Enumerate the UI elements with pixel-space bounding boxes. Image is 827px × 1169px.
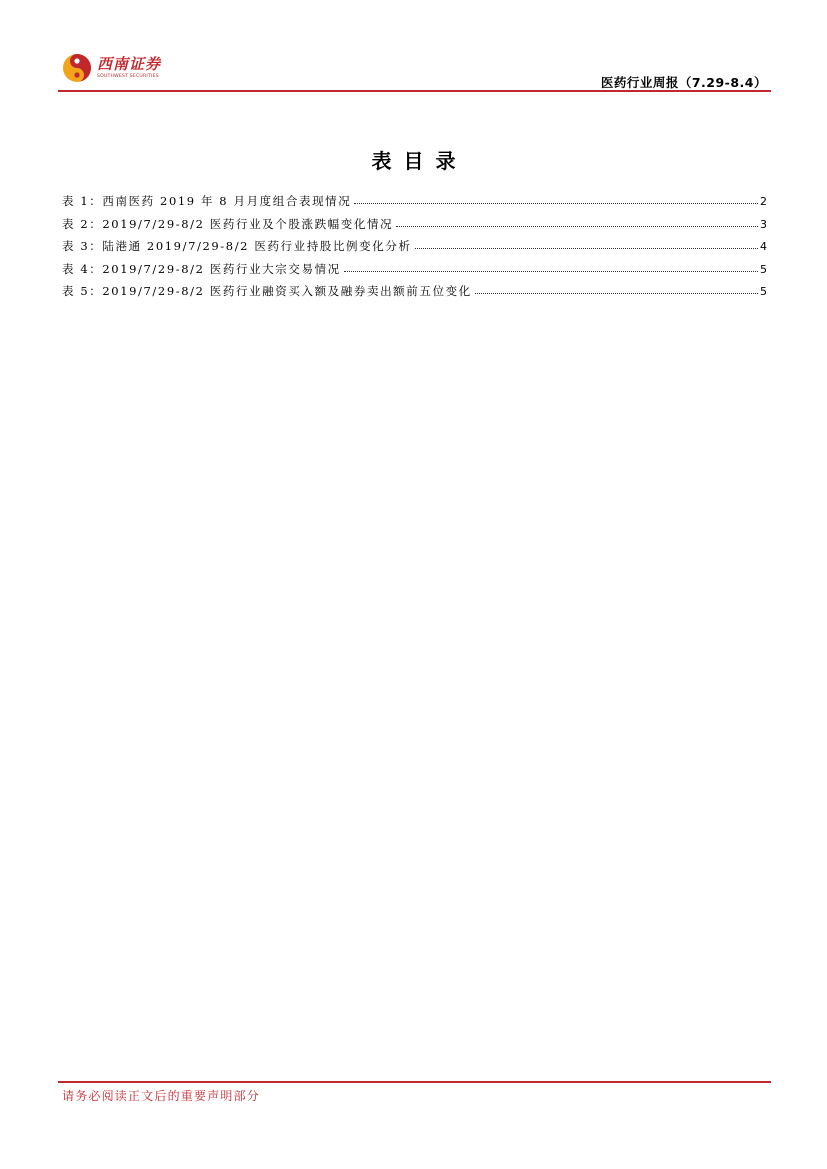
toc-entry-4[interactable] [62, 261, 767, 284]
toc-entry-page: 5 [760, 285, 767, 298]
toc-entry-page: 3 [760, 217, 767, 231]
toc-entry-5[interactable] [62, 283, 767, 306]
logo-chinese-name: 西南证券 [97, 54, 162, 73]
toc-dot-leader [415, 238, 758, 249]
toc-dot-leader [344, 261, 758, 272]
toc-entry-label: 表 2：2019/7/29-8/2 医药行业及个股涨跌幅变化情况 [62, 216, 394, 231]
toc-dot-leader [354, 193, 758, 204]
toc-heading: 表目录 [371, 149, 468, 173]
header-divider [58, 90, 771, 92]
toc-entry-label: 表 5：2019/7/29-8/2 医药行业融资买入额及融券卖出额前五位变化 [62, 284, 472, 298]
toc-entry-label: 表 3：陆港通 2019/7/29-8/2 医药行业持股比例变化分析 [62, 239, 412, 253]
report-title: 医药行业周报（7.29-8.4） [600, 75, 767, 90]
toc-entry-2[interactable] [62, 216, 767, 239]
toc-entry-label: 表 4：2019/7/29-8/2 医药行业大宗交易情况 [62, 261, 341, 276]
table-of-tables [62, 193, 767, 306]
logo-wordmark [97, 54, 162, 80]
toc-entry-page: 5 [760, 262, 767, 276]
page-header [58, 46, 771, 93]
footer-divider [58, 1081, 771, 1083]
disclaimer-note: 请务必阅读正文后的重要声明部分 [62, 1089, 261, 1103]
logo-english-name: SOUTHWEST SECURITIES [97, 73, 159, 79]
toc-entry-page: 2 [760, 195, 767, 208]
toc-entry-1[interactable] [62, 193, 767, 216]
company-logo [62, 50, 182, 86]
toc-dot-leader [396, 216, 758, 227]
toc-entry-page: 4 [760, 240, 767, 253]
toc-entry-label: 表 1：西南医药 2019 年 8 月月度组合表现情况 [62, 194, 352, 208]
toc-dot-leader [475, 283, 758, 294]
toc-entry-3[interactable] [62, 238, 767, 261]
southwest-securities-logo-icon [62, 53, 92, 83]
